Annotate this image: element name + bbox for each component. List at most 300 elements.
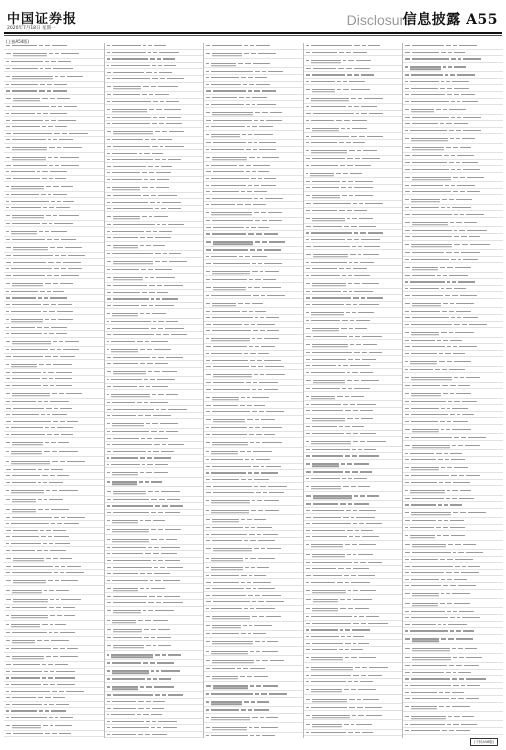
table-cell — [53, 139, 57, 140]
table-cell — [6, 475, 10, 476]
table-cell — [257, 701, 269, 702]
table-cell — [452, 498, 457, 499]
table-cell — [451, 259, 456, 260]
table-cell — [447, 559, 453, 560]
table-cell — [444, 453, 447, 454]
table-cell — [11, 171, 35, 172]
table-cell — [306, 536, 311, 537]
table-cell — [54, 275, 60, 276]
table-cell — [206, 510, 209, 511]
table-cell — [464, 665, 479, 666]
table-cell — [111, 349, 137, 350]
table-row — [403, 721, 503, 728]
table-cell — [167, 78, 184, 79]
table-row — [4, 637, 104, 646]
table-cell — [306, 649, 311, 650]
table-cell — [339, 52, 344, 53]
table-cell — [113, 694, 153, 695]
table-cell — [143, 610, 147, 611]
table-cell — [411, 579, 438, 580]
table-row — [304, 392, 404, 401]
table-cell — [67, 461, 85, 462]
table-cell — [160, 146, 163, 147]
table-cell — [6, 90, 10, 91]
table-cell — [365, 203, 383, 204]
table-cell — [6, 664, 11, 665]
table-cell — [206, 227, 211, 228]
table-cell — [446, 672, 450, 673]
table-cell — [348, 181, 353, 182]
table-cell — [252, 256, 266, 257]
table-row — [403, 683, 503, 690]
table-cell — [206, 353, 209, 354]
table-cell — [262, 71, 267, 72]
table-cell — [145, 277, 148, 278]
table-cell — [353, 433, 358, 434]
table-cell — [306, 304, 310, 305]
table-cell — [107, 123, 110, 124]
table-cell — [340, 608, 346, 609]
table-cell — [107, 58, 111, 59]
table-cell — [107, 195, 111, 196]
table-cell — [49, 717, 53, 718]
table-cell — [206, 419, 211, 420]
table-cell — [50, 401, 69, 402]
table-cell — [255, 693, 259, 694]
table-row — [304, 302, 404, 309]
table-cell — [412, 162, 447, 163]
table-cell — [445, 482, 450, 483]
table-cell — [212, 479, 239, 480]
table-cell — [348, 681, 352, 682]
table-cell — [212, 360, 248, 361]
table-row — [204, 622, 304, 631]
table-cell — [261, 472, 278, 473]
table-cell — [157, 179, 169, 180]
table-cell — [147, 678, 151, 679]
table-cell — [263, 685, 278, 686]
table-row — [403, 644, 503, 653]
table-cell — [55, 580, 59, 581]
table-cell — [306, 380, 311, 381]
table-cell — [356, 344, 362, 345]
table-cell — [206, 212, 209, 213]
table-cell — [43, 385, 47, 386]
table-cell — [441, 52, 446, 53]
table-cell — [245, 567, 250, 568]
table-row — [4, 279, 104, 288]
table-cell — [254, 548, 259, 549]
table-cell — [6, 171, 9, 172]
table-cell — [107, 285, 112, 286]
table-row — [105, 462, 205, 469]
table-cell — [253, 451, 272, 452]
disclosure-label: Disclosure — [346, 12, 412, 28]
table-cell — [12, 76, 53, 77]
table-cell — [240, 451, 245, 452]
table-cell — [448, 716, 452, 717]
table-cell — [206, 71, 209, 72]
table-cell — [45, 61, 49, 62]
table-row — [304, 614, 404, 621]
table-cell — [352, 455, 358, 456]
table-cell — [161, 547, 180, 548]
table-cell — [47, 84, 52, 85]
table-row — [403, 531, 503, 540]
table-cell — [206, 668, 210, 669]
table-cell — [362, 667, 366, 668]
table-cell — [252, 397, 269, 398]
table-cell — [450, 453, 462, 454]
table-cell — [49, 223, 53, 224]
table-column — [4, 43, 104, 738]
table-cell — [412, 123, 438, 124]
table-cell — [112, 269, 139, 270]
table-cell — [243, 668, 248, 669]
table-cell — [339, 649, 342, 650]
table-row — [304, 266, 404, 273]
table-row — [4, 354, 104, 361]
table-cell — [212, 641, 253, 642]
table-cell — [169, 253, 181, 254]
table-row — [304, 447, 404, 454]
table-cell — [250, 360, 256, 361]
table-row — [4, 104, 104, 111]
table-cell — [349, 336, 354, 337]
table-cell — [358, 246, 362, 247]
table-cell — [13, 580, 47, 581]
table-cell — [63, 201, 74, 202]
table-cell — [449, 130, 454, 131]
table-cell — [162, 131, 168, 132]
table-cell — [6, 408, 11, 409]
table-cell — [206, 279, 210, 280]
table-cell — [245, 256, 251, 257]
table-cell — [262, 241, 267, 242]
table-row — [403, 299, 503, 308]
table-cell — [153, 560, 156, 561]
table-cell — [258, 601, 263, 602]
table-cell — [11, 434, 45, 435]
table-cell — [447, 361, 452, 362]
table-row — [4, 347, 104, 354]
table-row — [4, 630, 104, 637]
table-cell — [6, 247, 11, 248]
table-row — [105, 345, 205, 354]
table-cell — [57, 311, 73, 312]
table-cell — [443, 535, 449, 536]
table-row — [204, 364, 304, 371]
table-cell — [254, 625, 272, 626]
table-cell — [447, 267, 453, 268]
table-row — [403, 153, 503, 160]
table-row — [4, 211, 104, 220]
table-row — [304, 541, 404, 550]
table-cell — [58, 304, 73, 305]
table-cell — [112, 678, 146, 679]
table-cell — [257, 534, 261, 535]
table-cell — [211, 451, 238, 452]
table-cell — [247, 397, 251, 398]
table-cell — [255, 71, 260, 72]
table-row — [4, 621, 104, 630]
table-cell — [206, 324, 211, 325]
table-cell — [354, 503, 369, 504]
table-cell — [405, 52, 409, 53]
table-cell — [213, 382, 244, 383]
table-row — [204, 147, 304, 154]
table-cell — [455, 544, 461, 545]
table-cell — [362, 336, 382, 337]
table-row — [204, 698, 304, 707]
table-cell — [107, 379, 110, 380]
table-cell — [52, 45, 68, 46]
table-cell — [411, 475, 449, 476]
table-cell — [160, 78, 165, 79]
table-cell — [6, 656, 10, 657]
table-cell — [113, 573, 138, 574]
table-row — [105, 705, 205, 712]
table-cell — [443, 303, 448, 304]
table-cell — [361, 623, 366, 624]
table-cell — [349, 707, 355, 708]
table-cell — [405, 408, 409, 409]
table-cell — [45, 120, 50, 121]
table-row — [105, 625, 205, 634]
table-cell — [306, 449, 311, 450]
table-cell — [156, 187, 169, 188]
table-cell — [462, 101, 478, 102]
table-cell — [348, 590, 352, 591]
table-cell — [405, 685, 408, 686]
table-cell — [254, 90, 259, 91]
table-row — [304, 573, 404, 580]
table-cell — [361, 113, 367, 114]
table-cell — [212, 625, 241, 626]
table-cell — [113, 371, 146, 372]
table-cell — [252, 411, 258, 412]
table-cell — [140, 237, 145, 238]
table-cell — [6, 311, 9, 312]
table-cell — [52, 451, 58, 452]
table-cell — [405, 482, 409, 483]
table-row — [4, 576, 104, 585]
table-cell — [405, 512, 409, 513]
table-cell — [113, 292, 140, 293]
table-cell — [359, 136, 365, 137]
table-cell — [443, 66, 447, 67]
table-cell — [57, 523, 62, 524]
table-row — [4, 514, 104, 521]
table-row — [204, 124, 304, 131]
table-cell — [107, 438, 112, 439]
table-row — [4, 302, 104, 309]
table-cell — [156, 670, 159, 671]
table-cell — [411, 408, 440, 409]
table-cell — [12, 704, 42, 705]
table-cell — [312, 455, 343, 456]
table-cell — [42, 624, 48, 625]
table-row — [403, 696, 503, 703]
table-cell — [57, 349, 61, 350]
table-cell — [249, 84, 254, 85]
table-cell — [213, 685, 249, 686]
table-cell — [453, 191, 457, 192]
table-cell — [346, 433, 351, 434]
table-cell — [55, 566, 59, 567]
table-cell — [306, 433, 310, 434]
table-cell — [349, 150, 355, 151]
table-cell — [354, 495, 358, 496]
table-cell — [463, 317, 478, 318]
table-cell — [55, 725, 71, 726]
table-cell — [355, 667, 360, 668]
table-cell — [6, 691, 9, 692]
table-row — [4, 688, 104, 695]
table-cell — [69, 133, 88, 134]
table-cell — [311, 81, 335, 82]
table-cell — [459, 45, 477, 46]
table-cell — [451, 185, 455, 186]
table-cell — [6, 356, 11, 357]
table-cell — [306, 599, 311, 600]
table-row — [105, 283, 205, 290]
table-cell — [206, 608, 209, 609]
table-cell — [158, 721, 177, 722]
table-cell — [250, 45, 254, 46]
table-cell — [206, 165, 209, 166]
table-cell — [6, 275, 11, 276]
table-cell — [412, 672, 445, 673]
table-cell — [452, 648, 456, 649]
table-cell — [107, 505, 110, 506]
table-cell — [12, 223, 40, 224]
table-cell — [6, 393, 10, 394]
table-row — [4, 131, 104, 138]
table-row — [403, 56, 503, 63]
table-cell — [250, 668, 265, 669]
table-cell — [107, 512, 111, 513]
table-row — [403, 322, 503, 329]
table-cell — [354, 478, 367, 479]
table-row — [105, 170, 205, 177]
table-cell — [451, 169, 455, 170]
table-cell — [11, 194, 39, 195]
table-cell — [460, 147, 472, 148]
table-cell — [412, 544, 446, 545]
table-cell — [251, 178, 256, 179]
table-row — [403, 121, 503, 128]
table-cell — [262, 595, 280, 596]
table-cell — [448, 401, 453, 402]
table-cell — [405, 252, 410, 253]
table-cell — [442, 730, 447, 731]
table-cell — [49, 378, 53, 379]
table-cell — [345, 455, 350, 456]
table-row — [403, 308, 503, 315]
table-cell — [206, 558, 209, 559]
table-row — [105, 732, 205, 738]
table-cell — [58, 106, 62, 107]
table-cell — [53, 291, 64, 292]
table-cell — [12, 341, 51, 342]
table-cell — [311, 675, 351, 676]
table-cell — [352, 218, 357, 219]
table-cell — [165, 560, 180, 561]
table-cell — [107, 610, 111, 611]
table-cell — [50, 475, 55, 476]
table-cell — [60, 648, 65, 649]
table-cell — [264, 263, 282, 264]
table-cell — [411, 401, 446, 402]
table-row — [304, 634, 404, 641]
table-cell — [312, 74, 344, 75]
table-cell — [206, 382, 210, 383]
table-cell — [149, 285, 155, 286]
table-row — [4, 162, 104, 169]
table-cell — [260, 198, 263, 199]
table-cell — [55, 178, 66, 179]
table-cell — [312, 426, 337, 427]
table-cell — [461, 236, 466, 237]
table-cell — [6, 120, 10, 121]
table-cell — [342, 275, 346, 276]
table-row — [4, 295, 104, 302]
table-cell — [6, 710, 9, 711]
table-row — [4, 682, 104, 689]
table-row — [403, 502, 503, 509]
table-cell — [54, 572, 58, 573]
section-title: 信息披露 A55 — [402, 12, 498, 28]
table-cell — [353, 203, 357, 204]
table-row — [105, 468, 205, 477]
table-cell — [166, 539, 177, 540]
table-row — [304, 566, 404, 573]
table-cell — [268, 212, 282, 213]
table-cell — [50, 615, 56, 616]
table-cell — [341, 328, 347, 329]
table-cell — [6, 427, 9, 428]
table-cell — [343, 365, 348, 366]
table-cell — [411, 716, 447, 717]
table-cell — [256, 492, 261, 493]
table-cell — [61, 239, 76, 240]
table-row — [105, 442, 205, 449]
table-cell — [257, 157, 261, 158]
table-row — [105, 510, 205, 517]
table-row — [4, 448, 104, 457]
table-cell — [306, 352, 310, 353]
table-row — [105, 121, 205, 128]
table-cell — [107, 415, 111, 416]
table-cell — [158, 321, 163, 322]
table-cell — [453, 45, 457, 46]
table-row — [204, 672, 304, 681]
table-column — [303, 43, 404, 738]
table-cell — [447, 408, 450, 409]
table-cell — [56, 262, 61, 263]
table-row — [105, 676, 205, 683]
table-cell — [212, 660, 254, 661]
table-cell — [37, 550, 42, 551]
table-cell — [107, 499, 112, 500]
table-cell — [405, 611, 409, 612]
table-cell — [107, 261, 112, 262]
table-cell — [451, 101, 455, 102]
table-cell — [156, 298, 159, 299]
table-cell — [213, 419, 246, 420]
table-cell — [160, 101, 164, 102]
